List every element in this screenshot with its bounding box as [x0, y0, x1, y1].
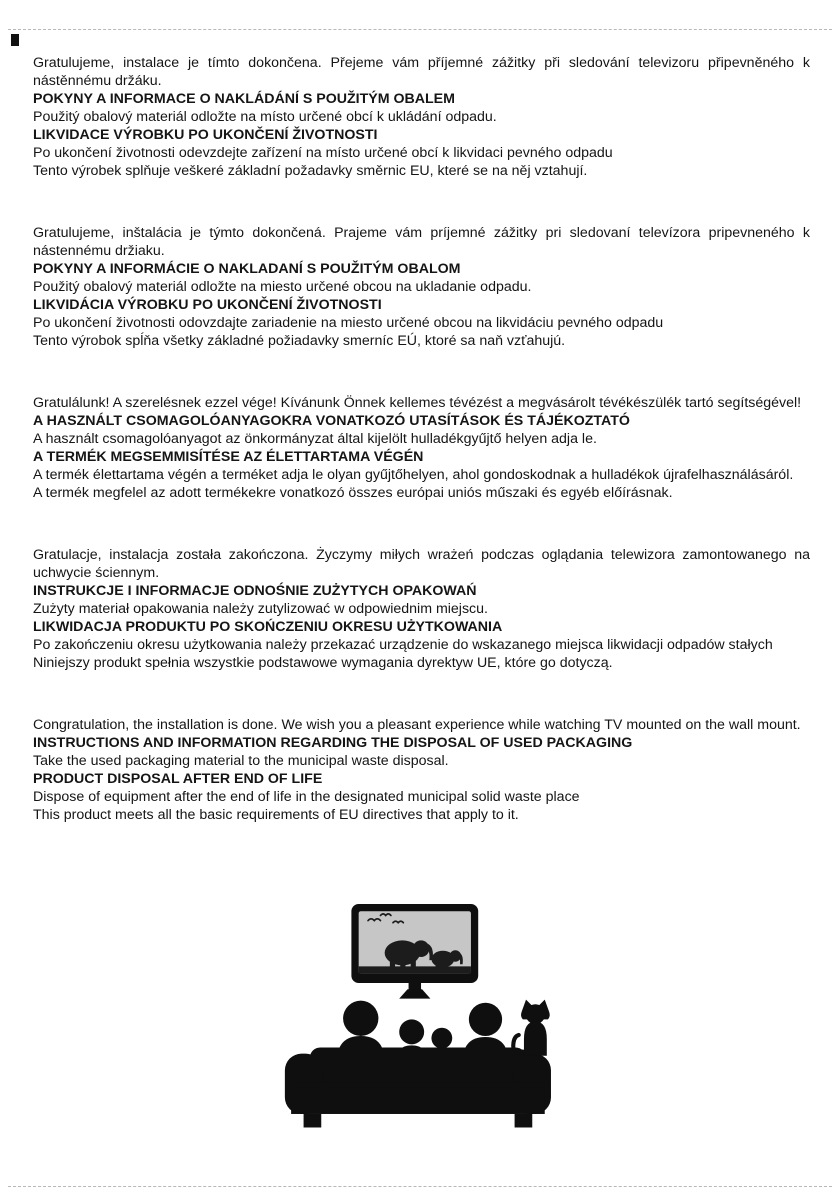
body-paragraph: Take the used packaging material to the municipal waste disposal. — [33, 753, 449, 769]
section-heading: LIKVIDÁCIA VÝROBKU PO UKONČENÍ ŽIVOTNOSTI — [33, 297, 382, 313]
body-paragraph: Niniejszy produkt spełnia wszystkie podstawowe wymagania dyrektyw UE, które go dotyczą. — [33, 655, 613, 671]
section-heading: POKYNY A INFORMACE O NAKLÁDÁNÍ S POUŽITÝM OBALEM — [33, 91, 455, 107]
section-english — [33, 716, 810, 824]
body-paragraph: Použitý obalový materiál odložte na místo určené obcí k ukládání odpadu. — [33, 109, 497, 125]
family-tv-illustration — [0, 904, 840, 1141]
bottom-dashed-cut-line — [8, 1186, 832, 1187]
family-watching-tv-icon — [264, 904, 576, 1141]
body-paragraph: A termék élettartama végén a terméket adja le olyan gyűjtőhelyen, ahol gondoskodnak a hulladékok újrafelhasználásáról. — [33, 467, 794, 483]
section-slovak — [33, 224, 810, 350]
section-heading: PRODUCT DISPOSAL AFTER END OF LIFE — [33, 771, 323, 787]
top-dashed-cut-line — [8, 29, 832, 30]
body-paragraph: Po ukončení životnosti odevzdejte zařízení na místo určené obcí k likvidaci pevného odpadu — [33, 145, 613, 161]
body-paragraph: Dispose of equipment after the end of life in the designated municipal solid waste place — [33, 789, 580, 805]
section-hungarian — [33, 394, 810, 502]
body-paragraph: This product meets all the basic requirements of EU directives that apply to it. — [33, 807, 519, 823]
body-paragraph: Použitý obalový materiál odložte na miesto určené obcou na ukladanie odpadu. — [33, 279, 532, 295]
text-sections — [33, 54, 810, 824]
section-czech — [33, 54, 810, 180]
body-paragraph: Tento výrobek splňuje veškeré základní požadavky směrnic EU, které se na něj vztahují. — [33, 163, 588, 179]
body-paragraph: Gratulujeme, inštalácia je týmto dokončená. Prajeme vám príjemné zážitky pri sledovaní televízora pripevneného k nástennému držiaku. — [33, 225, 810, 259]
tv-icon — [351, 904, 478, 999]
body-paragraph: Gratulujeme, instalace je tímto dokončena. Přejeme vám příjemné zážitky při sledování televizoru připevněného k nástěnnému držáku. — [33, 55, 810, 89]
section-polish — [33, 546, 810, 672]
couch-icon — [285, 1047, 551, 1127]
cat-icon — [513, 1000, 549, 1056]
registration-mark — [11, 34, 19, 46]
body-paragraph: A termék megfelel az adott termékekre vonatkozó összes európai uniós műszaki és egyéb előírásnak. — [33, 485, 673, 501]
body-paragraph: Gratulacje, instalacja została zakończona. Życzymy miłych wrażeń podczas oglądania telewizora zamontowanego na uchwycie ściennym. — [33, 547, 810, 581]
body-paragraph: Po ukončení životnosti odovzdajte zariadenie na miesto určené obcou na likvidáciu pevného odpadu — [33, 315, 664, 331]
section-heading: POKYNY A INFORMÁCIE O NAKLADANÍ S POUŽITÝM OBALOM — [33, 261, 461, 277]
section-heading: INSTRUKCJE I INFORMACJE ODNOŚNIE ZUŻYTYCH OPAKOWAŃ — [33, 583, 477, 599]
section-heading: A HASZNÁLT CSOMAGOLÓANYAGOKRA VONATKOZÓ UTASÍTÁSOK ÉS TÁJÉKOZTATÓ — [33, 413, 630, 429]
tv-stand-icon — [399, 983, 430, 999]
section-heading: INSTRUCTIONS AND INFORMATION REGARDING THE DISPOSAL OF USED PACKAGING — [33, 735, 633, 751]
body-paragraph: Congratulation, the installation is done. We wish you a pleasant experience while watching TV mounted on the wall mount. — [33, 717, 801, 733]
body-paragraph: Gratulálunk! A szerelésnek ezzel vége! Kívánunk Önnek kellemes tévézést a megvásárolt tévékészülék tartó segítségével! — [33, 395, 802, 411]
section-heading: A TERMÉK MEGSEMMISÍTÉSE AZ ÉLETTARTAMA VÉGÉN — [33, 449, 424, 465]
body-paragraph: A használt csomagolóanyagot az önkormányzat által kijelölt hulladékgyűjtő helyen adja le. — [33, 431, 597, 447]
body-paragraph: Tento výrobok spĺňa všetky základné požiadavky smerníc EÚ, ktoré sa naň vzťahujú. — [33, 333, 566, 349]
body-paragraph: Zużyty materiał opakowania należy zutylizować w odpowiednim miejscu. — [33, 601, 488, 617]
body-paragraph: Po zakończeniu okresu użytkowania należy przekazać urządzenie do wskazanego miejsca likwidacji odpadów stałych — [33, 637, 773, 653]
section-heading: LIKWIDACJA PRODUKTU PO SKOŃCZENIU OKRESU UŻYTKOWANIA — [33, 619, 503, 635]
section-heading: LIKVIDACE VÝROBKU PO UKONČENÍ ŽIVOTNOSTI — [33, 127, 378, 143]
